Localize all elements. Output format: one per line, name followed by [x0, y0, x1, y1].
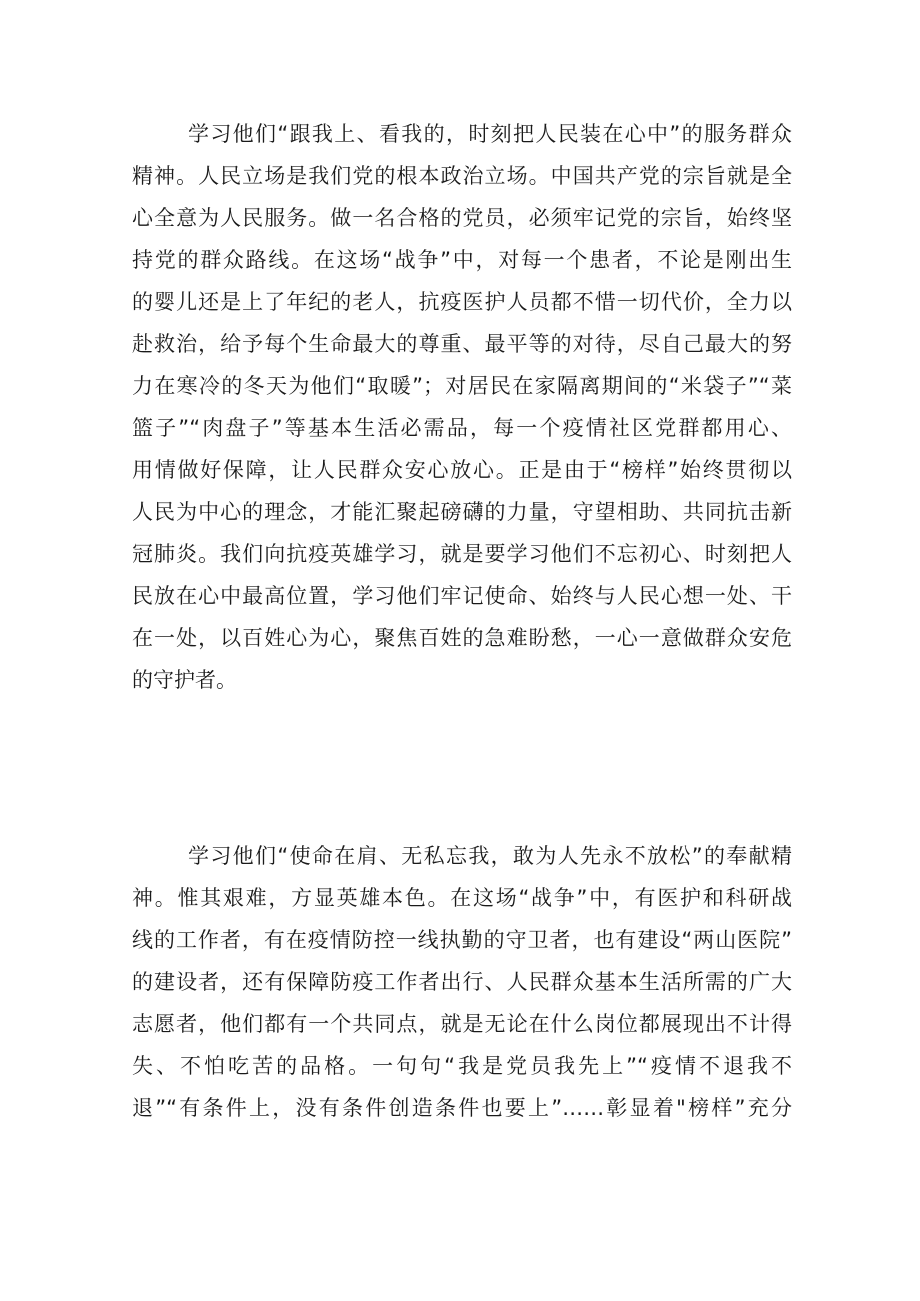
- paragraph-serving-the-people: [132, 113, 792, 701]
- text-line: 人民为中心的理念，才能汇聚起磅礴的力量，守望相助、共同抗击新: [132, 500, 792, 524]
- text-line: 力在寒冷的冬天为他们“取暖”；对居民在家隔离期间的“米袋子”“菜: [132, 374, 792, 398]
- text-line: 篮子”“肉盘子”等基本生活必需品，每一个疫情社区党群都用心、: [132, 416, 792, 440]
- text-line: 民放在心中最高位置，学习他们牢记使命、始终与人民心想一处、干: [132, 584, 792, 608]
- text-line: 学习他们“跟我上、看我的，时刻把人民装在心中”的服务群众: [188, 122, 792, 146]
- text-line: 志愿者，他们都有一个共同点，就是无论在什么岗位都展现出不计得: [132, 1012, 792, 1036]
- text-line: 精神。人民立场是我们党的根本政治立场。中国共产党的宗旨就是全: [132, 164, 792, 188]
- text-line: 冠肺炎。我们向抗疫英雄学习，就是要学习他们不忘初心、时刻把人: [132, 542, 792, 566]
- text-line: 的建设者，还有保障防疫工作者出行、人民群众基本生活所需的广大: [132, 970, 792, 994]
- text-line: 学习他们“使命在肩、无私忘我，敢为人先永不放松”的奉献精: [188, 844, 792, 868]
- text-line: 持党的群众路线。在这场“战争”中，对每一个患者，不论是刚出生: [132, 248, 792, 272]
- text-line: 用情做好保障，让人民群众安心放心。正是由于“榜样”始终贯彻以: [132, 458, 792, 482]
- paragraph-dedication-spirit: [132, 835, 792, 1129]
- text-line: 神。惟其艰难，方显英雄本色。在这场“战争”中，有医护和科研战: [132, 886, 792, 910]
- text-line: 失、不怕吃苦的品格。一句句“我是党员我先上”“疫情不退我不: [132, 1054, 792, 1078]
- text-line: 心全意为人民服务。做一名合格的党员，必须牢记党的宗旨，始终坚: [132, 206, 792, 230]
- text-line: 在一处，以百姓心为心，聚焦百姓的急难盼愁，一心一意做群众安危: [132, 626, 792, 650]
- text-line: 线的工作者，有在疫情防控一线执勤的守卫者，也有建设“两山医院”: [132, 928, 792, 952]
- text-line: 的婴儿还是上了年纪的老人，抗疫医护人员都不惜一切代价，全力以: [132, 290, 792, 314]
- text-line: 退”“有条件上，没有条件创造条件也要上”……彰显着"榜样”充分: [132, 1096, 792, 1120]
- text-line: 赴救治，给予每个生命最大的尊重、最平等的对待，尽自己最大的努: [132, 332, 792, 356]
- text-line: 的守护者。: [132, 668, 237, 692]
